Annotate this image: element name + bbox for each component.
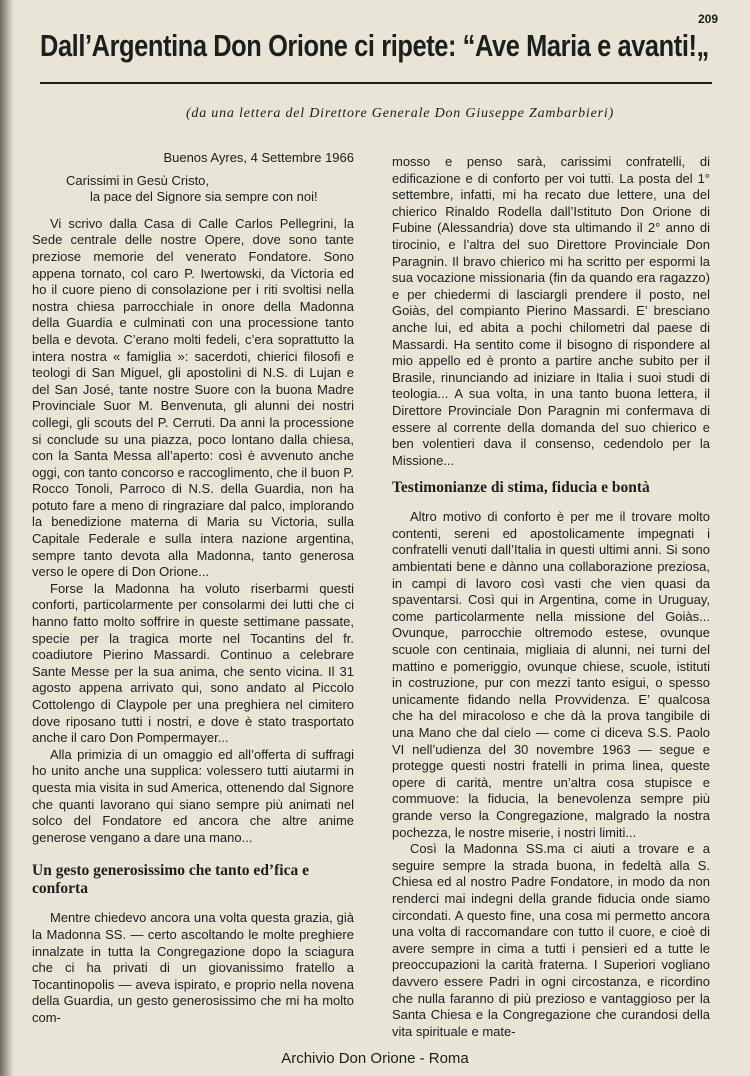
left-column: [32, 150, 354, 1027]
right-column: [392, 154, 710, 1040]
binding-gutter: [0, 0, 14, 1076]
page-number: 209: [697, 12, 718, 26]
paragraph: Mentre chiedevo ancora una volta questa grazia, già la Madonna SS. — certo ascoltando le molte preghiere innalzate in tutta la Congregazione dopo la sciagura che ci ha privati di un giovanissimo fratello a Tocantinopolis — aveva ispirato, e proprio nella novena della Guardia, un gesto generosissimo che mi ha molto com-: [32, 910, 354, 1025]
paragraph: Altro motivo di conforto è per me il trovare molto contenti, sereni ed apostolicamente impegnati i confratelli venuti dall’Italia in questi ultimi anni. Si sono ambientati bene e dànno una collaborazione preziosa, in campi di lavoro così vasti che vien quasi da spaventarsi. Così qui in Argentina, come in Uruguay, come particolarmente nella missione del Goiàs... Ovunque, parrocchie oltremodo estese, ovunque scuole con centinaia, migliaia di alunni, nei turni del mattino e pomeriggio, ovunque chiese, scuole, istituti in costruzione, pur con mezzi tanto esigui, o spesso unicamente fidando nella Provvidenza. E’ qualcosa che ha del miracoloso e che dà la prova tangibile di una Mano che dal cielo — come ci diceva S.S. Paolo VI nell’udienza del 30 novembre 1963 — segue e protegge questi nostri fratelli in prima linea, queste opere di carità, mentre un’altra cosa stupisce e commuove: la fiducia, la benevolenza sempre più grande verso la Congregazione, malgrado la nostra pochezza, le nostre miserie, i nostri limiti...: [392, 509, 710, 840]
paragraph: mosso e penso sarà, carissimi confratelli, di edificazione e di conforto per voi tutti. La posta del 1° settembre, infatti, mi ha recato due lettere, una del chierico Rinaldo Rodella dall’Istituto Don Orione di Fubine (Alessandria) dove sta ultimando il 2° anno di tirocinio, e l’altra del suo Direttore Provinciale Don Paragnin. Il bravo chierico mi ha scritto per espormi la sua vocazione missionaria (fin da quando era ragazzo) e per chiedermi di lasciargli prendere il posto, nel Goiàs, del compianto Pierino Massardi. E’ bresciano anche lui, ed abita a pochi chilometri dal paese di Massardi. Ha sentito come il bisogno di rispondere al mio appello ed è pronto a partire anche subito per il Brasile, rinunciando ad iniziare in Italia i suoi studi di teologia... A sua volta, in una tanto buona lettera, il Direttore Provinciale Don Paragnin mi confermava di essere al corrente della domanda del suo chierico e ben volentieri dava il consenso, cedendolo per la Missione...: [392, 154, 710, 468]
section-heading: Un gesto generosissimo che tanto ed’fica e conforta: [32, 862, 309, 898]
section-heading: Testimonianze di stima, fiducia e bontà: [392, 479, 650, 497]
paragraph: Vi scrivo dalla Casa di Calle Carlos Pellegrini, la Sede centrale delle nostre Opere, dove sono tante preziose memorie del venerato Fondatore. Sono appena tornato, col caro P. Iwertowski, da Victoria ed ho il cuore pieno di consolazione per i riti svoltisi nella nostra chiesa parrocchiale in onore della Madonna della Guardia e culminati con una processione tanto bella e devota. C’erano molti fedeli, c’era soprattutto la intera nostra « famiglia »: sacerdoti, chierici filosofi e teologi di San Miguel, gli apostolini di N.S. di Lujan e del San José, tante nostre Suore con la buona Madre Provinciale Suor M. Benvenuta, gli alunni dei nostri collegi, gli scouts del P. Cerruti. Da anni la processione si conclude su una piazza, poco lontano dalla chiesa, con la Santa Messa all’aperto: così è avvenuto anche oggi, con tanto concorso e raccoglimento, che il buon P. Rocco Tonoli, Parroco di N.S. della Guardia, non ha potuto fare a meno di ringraziare dal palco, implorando la benedizione materna di Maria su Victoria, sulla Capitale Federale e sulla intera nazione argentina, sempre tanto devota alla Madonna, tanto generosa verso le opere di Don Orione...: [32, 215, 354, 580]
article-subtitle: (da una lettera del Direttore Generale Don Giuseppe Zambarbieri): [185, 106, 615, 121]
paragraph: Così la Madonna SS.ma ci aiuti a trovare e a seguire sempre la strada buona, in fedeltà alla S. Chiesa ed al nostro Padre Fondatore, in modo da non renderci mai indegni della grande fiducia onde siamo circondati. A questo fine, una cosa mi permetto ancora una volta di raccomandare con tutto il cuore, e cioè di avere sempre in cima a tutti i pensieri ed a tutte le preoccupazioni la carità fraterna. I Superiori vogliano davvero essere Padri in ogni circostanza, e ricordino che nulla faranno di più prezioso e vantaggioso per la Santa Chiesa e la Congregazione che curandosi della vita spirituale e mate-: [392, 841, 710, 1039]
salutation-line-1: Carissimi in Gesù Cristo,: [66, 172, 210, 188]
dateline: Buenos Ayres, 4 Settembre 1966: [163, 150, 354, 165]
title-underline: [40, 82, 712, 84]
paragraph: Alla primizia di un omaggio ed all’offerta di suffragi ho unito anche una supplica: volessero tutti aiutarmi in questa mia visita in sud America, ottenendo dal Signore che quanti lavorano qui siano sempre più animati nel solco del Fondatore ed ancora che altre anime generose vengano a dare una mano...: [32, 746, 354, 845]
paragraph: Forse la Madonna ha voluto riserbarmi questi conforti, particolarmente per consolarmi dei lutti che ci hanno fatto molto soffrire in queste settimane passate, specie per la tragica morte nel Tocantins del fr. coadiutore Pierino Massardi. Continuo a celebrare Sante Messe per la sua anima, che sento vicina. Il 31 agosto appena arrivato qui, sono andato al Piccolo Cottolengo di Claypole per una preghiera nel cimitero dove riposano tutti i nostri, e dove è stato trasportato anche il caro Don Pompermayer...: [32, 580, 354, 746]
archive-footer: Archivio Don Orione - Roma: [281, 1050, 469, 1067]
article-title: Dall’Argentina Don Orione ci ripete: “Ave Maria e avanti!„: [40, 28, 709, 63]
salutation-line-2: la pace del Signore sia sempre con noi!: [90, 189, 318, 205]
